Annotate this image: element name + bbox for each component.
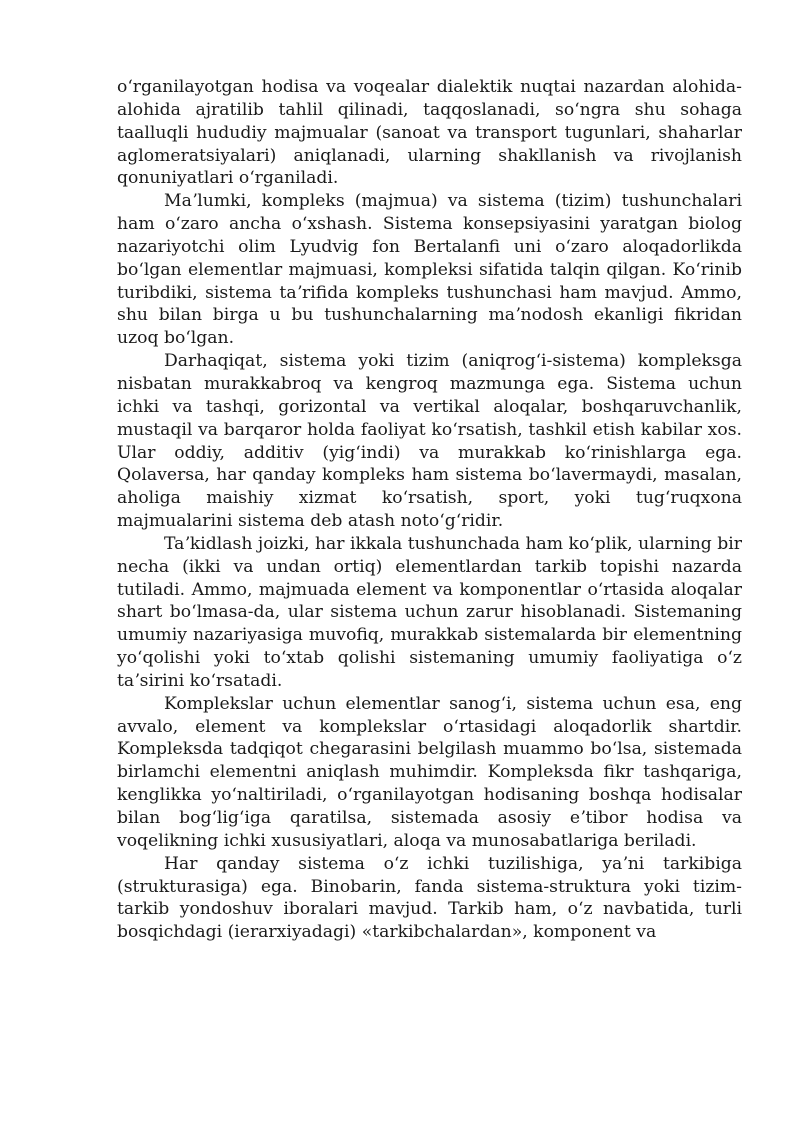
paragraph-4: Taʼkidlash joizki, har ikkala tushunchada ham koʻplik, ularning bir necha (ikki va undan ortiq) elementlardan tarkib topishi nazarda tutiladi. Ammo, majmuada element va komponentlar oʻrtasida aloqalar shart boʻlmasa-da, ular sistema uchun zarur hisoblanadi. Sistemaning umumiy nazariyasiga muvofiq, murakkab sistemalarda bir elementning yoʻqolishi yoki toʻxtab qolishi sistemaning umumiy faoliyatiga oʻz taʼsirini koʻrsatadi.: [117, 533, 742, 691]
paragraph-5: Komplekslar uchun elementlar sanogʻi, sistema uchun esa, eng avvalo, element va komplekslar oʻrtasidagi aloqadorlik shartdir. Kompleksda tadqiqot chegarasini belgilash muammo boʻlsa, sistemada birlamchi elementni aniqlash muhimdir. Kompleksda fikr tashqariga, kenglikka yoʻnaltiriladi, oʻrganilayotgan hodisaning boshqa hodisalar bilan bogʻligʻiga qaratilsa, sistemada asosiy eʼtibor hodisa va voqelikning ichki xususiyatlari, aloqa va munosabatlariga beriladi.: [117, 693, 742, 851]
paragraph-3: Darhaqiqat, sistema yoki tizim (aniqrogʻi-sistema) kompleksga nisbatan murakkabroq va kengroq mazmunga ega. Sistema uchun ichki va tashqi, gorizontal va vertikal aloqalar, boshqaruvchanlik, mustaqil va barqaror holda faoliyat koʻrsatish, tashkil etish kabilar xos. Ular oddiy, additiv (yigʻindi) va murakkab koʻrinishlarga ega. Qolaversa, har qanday kompleks ham sistema boʻlavermaydi, masalan, aholiga maishiy xizmat koʻrsatish, sport, yoki tugʻruqxona majmualarini sistema deb atash notoʻgʻridir.: [117, 351, 742, 532]
paragraph-6: Har qanday sistema oʻz ichki tuzilishiga, yaʼni tarkibiga (strukturasiga) ega. Binobarin, fanda sistema-struktura yoki tizim-tarkib yondoshuv iboralari mavjud. Tarkib ham, oʻz navbatida, turli bosqichdagi (ierarxiyadagi) «tarkibchalardan», komponent va: [117, 853, 742, 943]
document-page: [117, 76, 742, 944]
paragraph-2: Maʼlumki, kompleks (majmua) va sistema (tizim) tushunchalari ham oʻzaro ancha oʻxshash. Sistema konsepsiyasini yaratgan biolog nazariyotchi olim Lyudvig fon Bertalanfi uni oʻzaro aloqadorlikda boʻlgan elementlar majmuasi, kompleksi sifatida talqin qilgan. Koʻrinib turibdiki, sistema taʼrifida kompleks tushunchasi ham mavjud. Ammo, shu bilan birga u bu tushunchalarning maʼnodosh ekanligi fikridan uzoq boʻlgan.: [117, 191, 742, 349]
paragraph-1: oʻrganilayotgan hodisa va voqealar dialektik nuqtai nazardan alohida-alohida ajratilib tahlil qilinadi, taqqoslanadi, soʻngra shu sohaga taalluqli hududiy majmualar (sanoat va transport tugunlari, shaharlar aglomeratsiyalari) aniqlanadi, ularning shakllanish va rivojlanish qonuniyatlari oʻrganiladi.: [117, 77, 742, 189]
